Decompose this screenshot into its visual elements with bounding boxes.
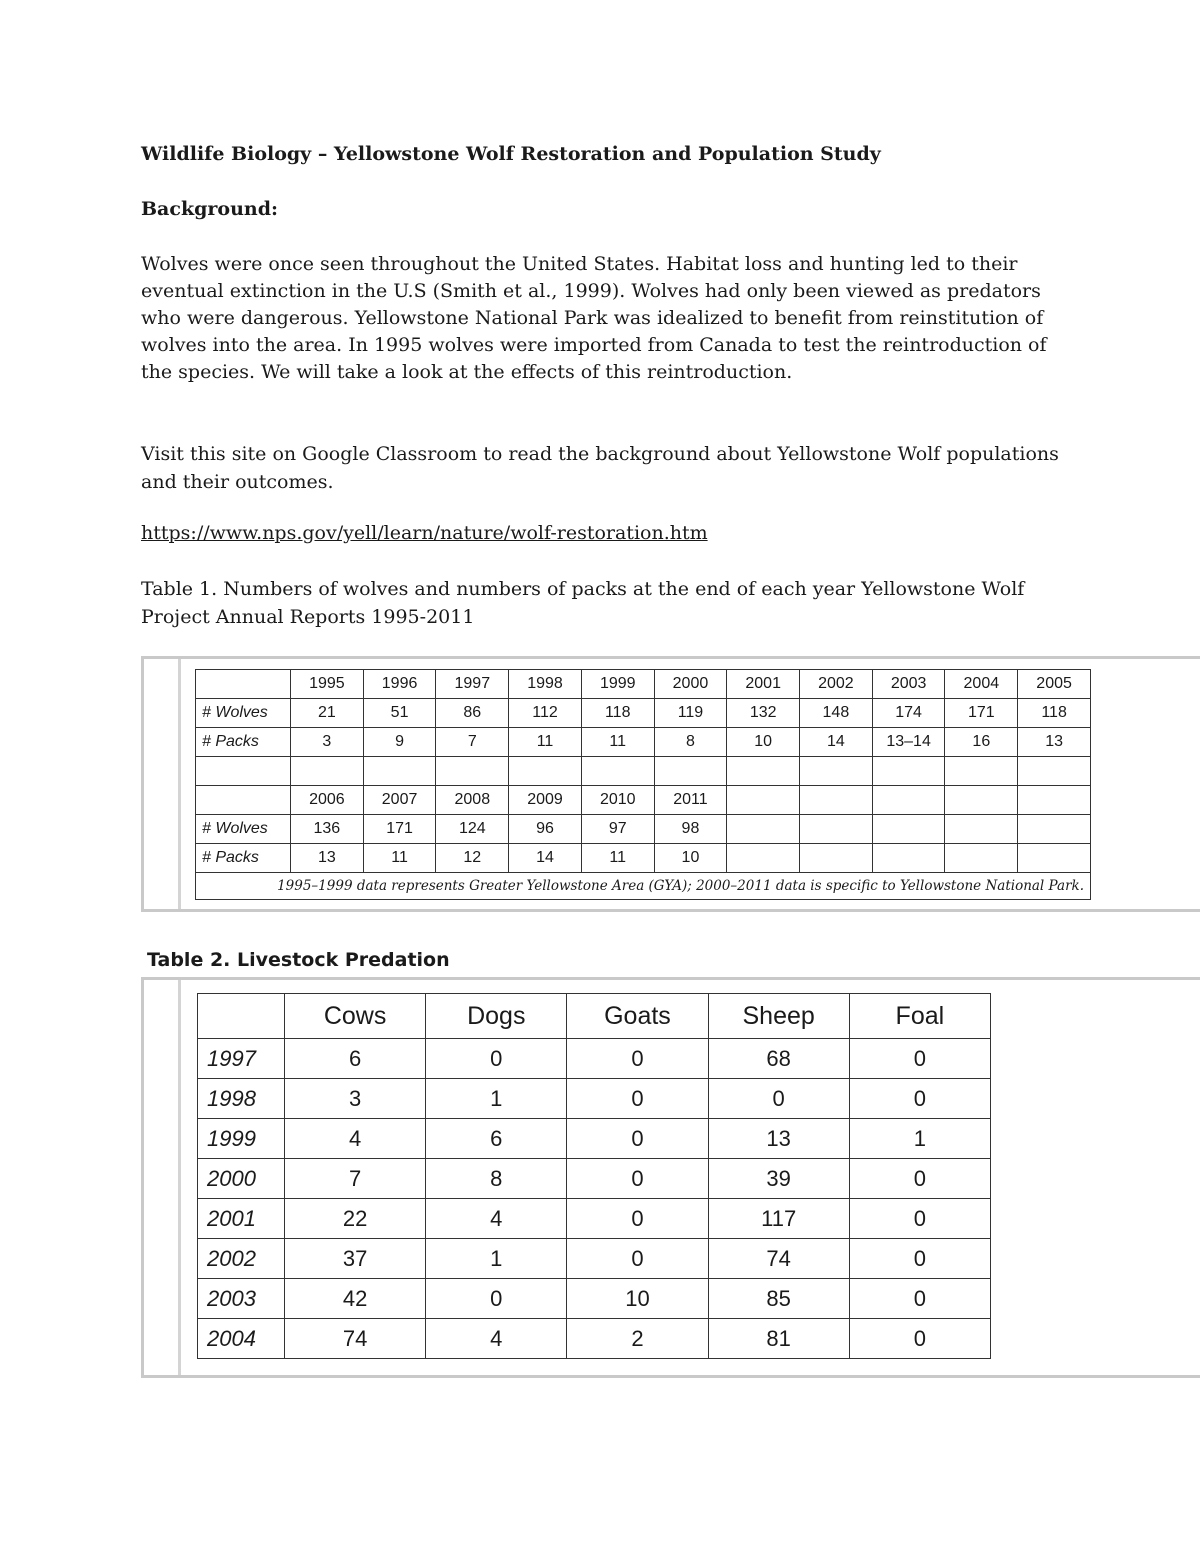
livestock-predation-table [197, 993, 991, 1359]
year-cell: 2003 [198, 1279, 285, 1319]
value-cell: 0 [567, 1199, 708, 1239]
value-cell: 81 [708, 1319, 849, 1359]
background-heading: Background: [141, 198, 278, 220]
column-header: Sheep [708, 994, 849, 1039]
packs-cell: 14 [509, 844, 582, 873]
year-header: 1995 [291, 670, 364, 699]
row-label-wolves: # Wolves [196, 815, 291, 844]
year-cell: 2002 [198, 1239, 285, 1279]
wolves-cell: 136 [291, 815, 364, 844]
column-header: Dogs [426, 994, 567, 1039]
value-cell: 39 [708, 1159, 849, 1199]
table-row [196, 873, 1091, 900]
value-cell: 68 [708, 1039, 849, 1079]
table-row [196, 786, 1091, 815]
table-row [198, 1239, 991, 1279]
wolves-cell: 119 [654, 699, 727, 728]
table-row [198, 1199, 991, 1239]
value-cell: 0 [567, 1159, 708, 1199]
packs-cell: 13 [1018, 728, 1091, 757]
value-cell: 0 [849, 1239, 990, 1279]
year-header: 2010 [581, 786, 654, 815]
packs-cell: 11 [509, 728, 582, 757]
wolves-cell: 86 [436, 699, 509, 728]
value-cell: 6 [285, 1039, 426, 1079]
value-cell: 1 [849, 1119, 990, 1159]
wolves-cell: 124 [436, 815, 509, 844]
year-header: 2004 [945, 670, 1018, 699]
background-paragraph: Wolves were once seen throughout the United States. Habitat loss and hunting led to their eventual extinction in the U.S (Smith et al., 1999). Wolves had only been viewed as predators who were dangerous. Yellowstone National Park was idealized to benefit from reinstitution of wolves into the area. In 1995 wolves were imported from Canada to test the reintroduction of the species. We will take a look at the effects of this reintroduction. [141, 253, 1047, 383]
column-header: Cows [285, 994, 426, 1039]
wolves-cell: 21 [291, 699, 364, 728]
packs-cell: 13–14 [872, 728, 945, 757]
value-cell: 6 [426, 1119, 567, 1159]
wolves-cell: 171 [363, 815, 436, 844]
wolves-cell: 97 [581, 815, 654, 844]
year-cell: 1997 [198, 1039, 285, 1079]
value-cell: 7 [285, 1159, 426, 1199]
value-cell: 0 [849, 1079, 990, 1119]
wolves-cell: 98 [654, 815, 727, 844]
document-title: Wildlife Biology – Yellowstone Wolf Restoration and Population Study [141, 143, 881, 165]
value-cell: 37 [285, 1239, 426, 1279]
year-header: 1997 [436, 670, 509, 699]
table-row [196, 815, 1091, 844]
table-row [196, 728, 1091, 757]
packs-cell: 8 [654, 728, 727, 757]
value-cell: 13 [708, 1119, 849, 1159]
value-cell: 4 [426, 1199, 567, 1239]
year-header: 2001 [727, 670, 800, 699]
column-header: Foal [849, 994, 990, 1039]
packs-cell: 3 [291, 728, 364, 757]
value-cell: 117 [708, 1199, 849, 1239]
value-cell: 4 [426, 1319, 567, 1359]
value-cell: 42 [285, 1279, 426, 1319]
year-header: 2011 [654, 786, 727, 815]
value-cell: 0 [426, 1279, 567, 1319]
value-cell: 0 [849, 1319, 990, 1359]
table-row [198, 1079, 991, 1119]
year-cell: 2000 [198, 1159, 285, 1199]
table-row [198, 1039, 991, 1079]
value-cell: 1 [426, 1239, 567, 1279]
value-cell: 0 [567, 1079, 708, 1119]
column-header: Goats [567, 994, 708, 1039]
table-cell [196, 670, 291, 699]
year-header: 2000 [654, 670, 727, 699]
table-row [196, 844, 1091, 873]
wolves-cell: 118 [1018, 699, 1091, 728]
nps-wolf-restoration-link[interactable]: https://www.nps.gov/yell/learn/nature/wolf-restoration.htm [141, 522, 708, 544]
value-cell: 74 [285, 1319, 426, 1359]
row-label-wolves: # Wolves [196, 699, 291, 728]
packs-cell: 7 [436, 728, 509, 757]
packs-cell: 14 [800, 728, 873, 757]
wolves-cell: 112 [509, 699, 582, 728]
packs-cell: 10 [727, 728, 800, 757]
packs-cell: 12 [436, 844, 509, 873]
year-header: 2003 [872, 670, 945, 699]
value-cell: 0 [567, 1039, 708, 1079]
value-cell: 0 [849, 1199, 990, 1239]
year-header: 1996 [363, 670, 436, 699]
value-cell: 0 [708, 1079, 849, 1119]
visit-paragraph: Visit this site on Google Classroom to read the background about Yellowstone Wolf populations and their outcomes. [141, 443, 1059, 493]
wolves-cell: 148 [800, 699, 873, 728]
table-row [198, 1319, 991, 1359]
year-cell: 1999 [198, 1119, 285, 1159]
value-cell: 74 [708, 1239, 849, 1279]
table1-caption: Table 1. Numbers of wolves and numbers of packs at the end of each year Yellowstone Wolf Project Annual Reports 1995-2011 [141, 578, 1025, 628]
table-row [196, 670, 1091, 699]
year-header: 2008 [436, 786, 509, 815]
value-cell: 85 [708, 1279, 849, 1319]
value-cell: 0 [849, 1279, 990, 1319]
table-cell [198, 994, 285, 1039]
packs-cell: 11 [363, 844, 436, 873]
wolves-cell: 132 [727, 699, 800, 728]
value-cell: 22 [285, 1199, 426, 1239]
year-cell: 2004 [198, 1319, 285, 1359]
value-cell: 0 [849, 1039, 990, 1079]
table-row-empty [196, 757, 1091, 786]
value-cell: 1 [426, 1079, 567, 1119]
wolves-cell: 96 [509, 815, 582, 844]
value-cell: 0 [426, 1039, 567, 1079]
table-row [198, 1119, 991, 1159]
year-header: 2009 [509, 786, 582, 815]
value-cell: 0 [567, 1119, 708, 1159]
year-header: 1999 [581, 670, 654, 699]
value-cell: 2 [567, 1319, 708, 1359]
row-label-packs: # Packs [196, 844, 291, 873]
wolves-cell: 118 [581, 699, 654, 728]
year-cell: 1998 [198, 1079, 285, 1119]
table-header-row [198, 994, 991, 1039]
wolves-cell: 51 [363, 699, 436, 728]
row-label-packs: # Packs [196, 728, 291, 757]
table2-caption: Table 2. Livestock Predation [147, 949, 450, 971]
year-header: 2005 [1018, 670, 1091, 699]
year-header: 2007 [363, 786, 436, 815]
table1-note: 1995–1999 data represents Greater Yellowstone Area (GYA); 2000–2011 data is specific to Yellowstone National Park. [196, 873, 1091, 900]
packs-cell: 9 [363, 728, 436, 757]
wolves-cell: 174 [872, 699, 945, 728]
wolf-population-table [195, 669, 1091, 900]
value-cell: 8 [426, 1159, 567, 1199]
value-cell: 3 [285, 1079, 426, 1119]
packs-cell: 11 [581, 844, 654, 873]
value-cell: 4 [285, 1119, 426, 1159]
value-cell: 0 [849, 1159, 990, 1199]
year-header: 2002 [800, 670, 873, 699]
packs-cell: 16 [945, 728, 1018, 757]
table-row [196, 699, 1091, 728]
table-row [198, 1279, 991, 1319]
year-header: 1998 [509, 670, 582, 699]
packs-cell: 13 [291, 844, 364, 873]
packs-cell: 11 [581, 728, 654, 757]
packs-cell: 10 [654, 844, 727, 873]
table-cell [196, 786, 291, 815]
value-cell: 0 [567, 1239, 708, 1279]
year-header: 2006 [291, 786, 364, 815]
table-row [198, 1159, 991, 1199]
value-cell: 10 [567, 1279, 708, 1319]
wolves-cell: 171 [945, 699, 1018, 728]
year-cell: 2001 [198, 1199, 285, 1239]
